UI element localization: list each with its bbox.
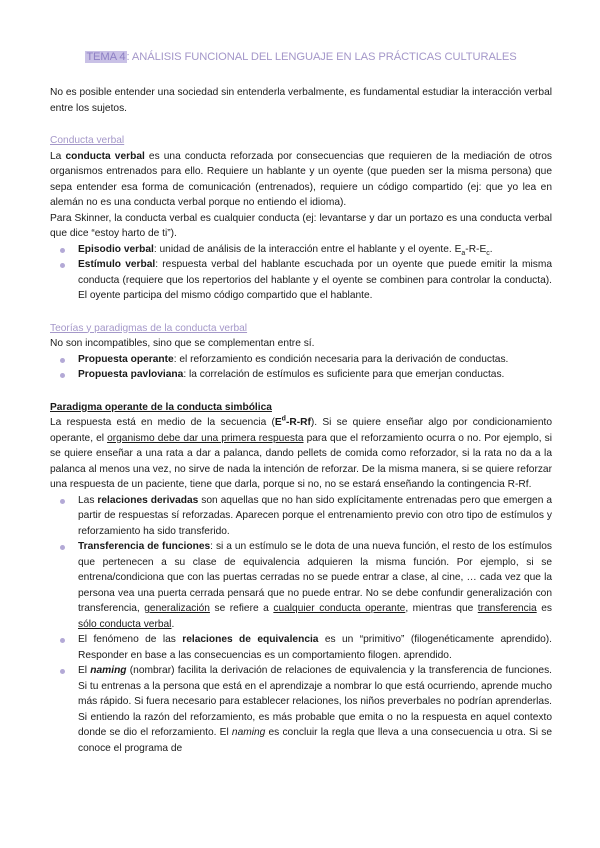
teorias-list [50, 352, 552, 383]
section-heading-conducta-verbal: Conducta verbal [50, 135, 125, 146]
skinner-paragraph: Para Skinner, la conducta verbal es cualquier conducta (ej: levantarse y dar un portazo es una conducta verbal que dice “estoy harto de ti”). [50, 212, 552, 239]
list-item: Las relaciones derivadas son aquellas que no han sido explícitamente entrenadas pero que emergen a partir de respuestas sí reforzadas. Aparecen porque el entrenamiento previo con otro tipo de estímulos y reforzamiento ha sido transferido. [50, 493, 552, 540]
title-text: : ANÁLISIS FUNCIONAL DEL LENGUAJE EN LAS PRÁCTICAS CULTURALES [126, 51, 517, 63]
list-item: Propuesta pavloviana: la correlación de estímulos es suficiente para que emerjan conductas. [50, 367, 552, 383]
bullet-icon [60, 638, 65, 643]
page-title [50, 49, 552, 65]
bullet-icon [60, 263, 65, 268]
teorias-intro: No son incompatibles, sino que se complementan entre sí. [50, 338, 315, 349]
document-page [50, 49, 552, 756]
topic-tag: TEMA 4 [86, 51, 126, 63]
list-item: El fenómeno de las relaciones de equivalencia es un “primitivo” (filogenéticamente aprendido). Responder en base a las consecuencias es un comportamiento filogen. aprendido. [50, 632, 552, 663]
list-item: Estímulo verbal: respuesta verbal del hablante escuchada por un oyente que puede emitir la misma conducta (requiere que los repertorios del hablante y el oyente se combinen para controlar la conducta). El oyente participa del mismo código compartido que el hablante. [50, 257, 552, 304]
paradigma-list [50, 493, 552, 757]
bullet-icon [60, 669, 65, 674]
list-item: Propuesta operante: el reforzamiento es condición necesaria para la derivación de conductas. [50, 352, 552, 368]
conducta-verbal-list [50, 242, 552, 304]
paradigma-paragraph: La respuesta está en medio de la secuencia $(E^d-R-Rf)$. Si se quiere enseñar algo por condicionamiento operante, el organismo debe dar una primera respuesta para que el reforzamiento ocurra o no. Por ejemplo, si se quiere enseñar a una rata a dar a palanca, dando pellets de comida como reforzador, si la rata no da a la palanca al menos una vez, no sirve de nada la intención de reforzar. De la misma manera, si se quiere reforzar una respuesta de un paciente, tiene que darla, porque si no, no se estará enseñando la contingencia R-Rf. [50, 415, 553, 490]
list-item: Episodio verbal: unidad de análisis de la interacción entre el hablante y el oyente. $E_a-R-E_c$. [50, 242, 552, 258]
list-item: El naming (nombrar) facilita la derivación de relaciones de equivalencia y la transferencia de funciones. Si tu entrenas a la persona que está en el aprendizaje a nombrar lo que está ocurriendo, aprende mucho más rápido. Si fuera necesario para establecer relaciones, los niños preverbales no podrían aprenderlas. Si entiendo la razón del reforzamiento, es más probable que emita o no la respuesta en aquel contexto donde se dio el reforzamiento. El naming es concluir la regla que lleva a una consecuencia u otra. Si se conoce el programa de [50, 663, 552, 756]
bullet-icon [60, 499, 65, 504]
intro-paragraph: No es posible entender una sociedad sin entenderla verbalmente, es fundamental estudiar la interacción verbal entre los sujetos. [50, 87, 552, 114]
bullet-icon [60, 248, 65, 253]
section-heading-paradigma: Paradigma operante de la conducta simbólica [50, 401, 272, 413]
bullet-icon [60, 545, 65, 550]
bullet-icon [60, 373, 65, 378]
bullet-icon [60, 358, 65, 363]
term-conducta-verbal: conducta verbal [65, 150, 145, 162]
conducta-verbal-paragraph: La conducta verbal es una conducta reforzada por consecuencias que requieren de la mediación de otros organismos entrenados para ello. Requiere un hablante y un oyente (que pueden ser la misma persona) que sepa entender esa forma de comunicación (entrenados), requiere un código compartido (ej: que yo lea en alemán no es una conducta verbal porque no entiendo el idioma). [50, 150, 552, 208]
section-heading-teorias: Teorías y paradigmas de la conducta verbal [50, 322, 248, 334]
list-item: Transferencia de funciones: si a un estímulo se le dota de una nueva función, el resto de los estímulos que pertenecen a su clase de equivalencia adquieren la misma función. Por ejemplo, si se entrena/condiciona que con las puertas cerradas no se puede entrar a clase, al cine, … cada vez que la persona vea una puerta cerrada pensará que no puede entrar. No se debe confundir generalización con transferencia, generalización se refiere a cualquier conducta operante, mientras que transferencia es sólo conducta verbal. [50, 539, 552, 632]
